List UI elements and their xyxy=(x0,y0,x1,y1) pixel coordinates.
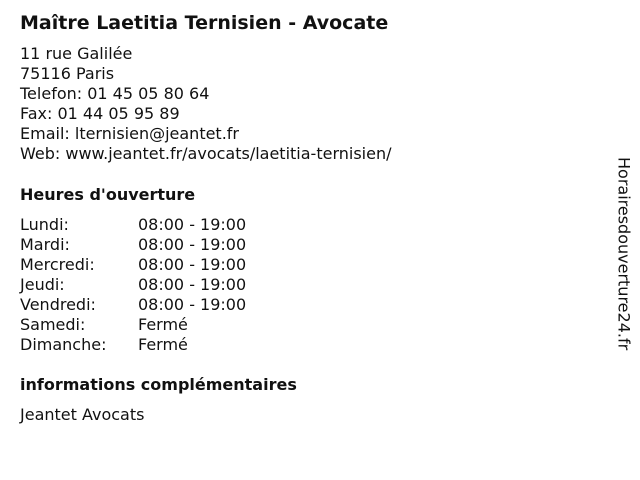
email-address: Email: lternisien@jeantet.fr xyxy=(20,124,239,143)
fax-number: Fax: 01 44 05 95 89 xyxy=(20,104,180,123)
additional-info-text: Jeantet Avocats xyxy=(20,405,145,424)
city: 75116 Paris xyxy=(20,64,115,83)
day-hours: 08:00 - 19:00 xyxy=(138,255,247,274)
day-label: Dimanche: xyxy=(20,335,107,354)
day-hours: 08:00 - 19:00 xyxy=(138,275,247,294)
hours-row-monday xyxy=(20,215,590,235)
website: Web: www.jeantet.fr/avocats/laetitia-ternisien/ xyxy=(20,144,392,163)
day-hours: 08:00 - 19:00 xyxy=(138,235,247,254)
day-hours: Fermé xyxy=(138,315,188,334)
hours-row-saturday xyxy=(20,315,590,335)
day-label: Mercredi: xyxy=(20,255,95,274)
phone-number: Telefon: 01 45 05 80 64 xyxy=(20,84,210,103)
hours-row-tuesday xyxy=(20,235,590,255)
day-label: Lundi: xyxy=(20,215,69,234)
day-hours: 08:00 - 19:00 xyxy=(138,295,247,314)
hours-row-wednesday xyxy=(20,255,590,275)
site-watermark: Horairesdouverture24.fr xyxy=(614,157,634,351)
hours-row-sunday xyxy=(20,335,590,355)
day-label: Vendredi: xyxy=(20,295,96,314)
street-address: 11 rue Galilée xyxy=(20,44,133,63)
day-hours: Fermé xyxy=(138,335,188,354)
day-hours: 08:00 - 19:00 xyxy=(138,215,247,234)
hours-row-thursday xyxy=(20,275,590,295)
business-card xyxy=(20,11,590,425)
day-label: Jeudi: xyxy=(20,275,65,294)
additional-info-heading: informations complémentaires xyxy=(20,375,297,394)
contact-block xyxy=(20,44,590,164)
page-title: Maître Laetitia Ternisien - Avocate xyxy=(20,12,389,34)
day-label: Samedi: xyxy=(20,315,86,334)
opening-hours-table xyxy=(20,215,590,355)
hours-row-friday xyxy=(20,295,590,315)
opening-hours-heading: Heures d'ouverture xyxy=(20,185,196,204)
day-label: Mardi: xyxy=(20,235,70,254)
